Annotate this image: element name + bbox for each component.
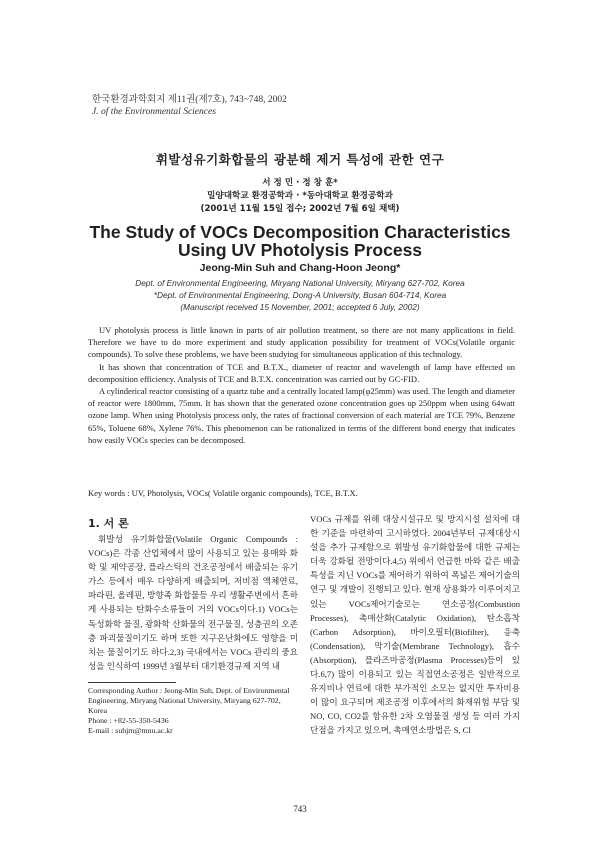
footnote-rule: [88, 682, 176, 683]
intro-right-column: [310, 512, 520, 738]
intro-right-paragraph: VOCs 규제를 위해 대상시설규모 및 방지시설 설치에 대한 기준을 마련하여 고시하였다. 2004년부터 규제대상시설을 추가 규제함으로 휘발성 유기화합물에 대한 규제는 더욱 강화될 전망이다.4,5) 위에서 언급한 바와 같은 배출특성을 지닌 VOCs를 제어하기 위하여 폭넓은 제어기술의 연구 및 개발이 진행되고 있다. 현재 상용화가 이루어지고 있는 VOCs제어기술로는 연소공정(Combustion Processes), 촉매산화(Catalytic Oxidation), 탄소흡착(Carbon Adsorption), 바이오필터(Biofilter), 응축(Condensation), 막기술(Membrane Technology), 흡수(Absorption), 플라즈마공정(Plasma Processes)등이 있다.6,7) 많이 이용되고 있는 직접연소공정은 일반적으로 유지비나 연료에 대한 부가적인 소모는 없지만 투자비용이 많이 요구되며 제조공정 이후에서의 화재위험 부담 및 NO, CO, CO2를 함유한 2차 오염물질 생성 등 여러 가지 단점을 가지고 있으며, 촉매연소방법은 S, Cl: [310, 514, 520, 736]
keywords: Key words : UV, Photolysis, VOCs( Volatile organic compounds), TCE, B.T.X.: [88, 488, 358, 498]
page-number: 743: [293, 804, 307, 814]
abstract-paragraph-3: A cylinderical reactor consisting of a quartz tube and a centrally located lamp(φ25mm) was used. The length and diameter of reactor were 1800mm, 75mm. It has shown that the generated ozone concentration goes up 250ppm when using 64watt ozone lamp. When using Photolysis process only, the rates of fractional conversion of each material are TCE 79%, Benzene 65%, Toluene 68%, Xylene 76%. This phenomenon can be rationalized in terms of the different bond energy that indicates how easily VOCs species can be decomposed.: [88, 386, 515, 445]
affiliation-2: *Dept. of Environmental Engineering, Dong-A University, Busan 604-714, Korea: [153, 290, 447, 300]
english-title-line-1: The Study of VOCs Decomposition Characteristics: [89, 222, 511, 242]
abstract-paragraph-1: UV photolysis process is little known in parts of air pollution treatment, so there are not many applications in field. Therefore we have to do more experiment and study application possibility for treatment of VOCs(Volatile organic compounds). To solve these problems, we have been studying for simultaneous application of this technology.: [88, 325, 515, 360]
footnote-author: Corresponding Author : Jeong-Min Suh, Dept. of Environmental Engineering, Miryang National University, Miryang 627-702, Korea: [88, 686, 290, 715]
manuscript-dates: (Manuscript received 15 November, 2001; accepted 6 July, 2002): [180, 302, 420, 312]
korean-title: 휘발성유기화합물의 광분해 제거 특성에 관한 연구: [155, 152, 445, 167]
affiliation-1: Dept. of Environmental Engineering, Miryang National University, Miryang 627-702, Korea: [135, 278, 465, 288]
journal-citation: 한국환경과학회지 제11권(제7호), 743~748, 2002: [92, 95, 287, 105]
korean-authors: 서 정 민 · 정 창 훈*: [262, 178, 338, 188]
english-authors: Jeong-Min Suh and Chang-Hoon Jeong*: [199, 262, 401, 274]
footnote-phone: Phone : +82-55-350-5436: [88, 716, 169, 725]
section-heading-introduction: 1. 서 론: [88, 517, 129, 530]
english-title-line-2: Using UV Photolysis Process: [177, 240, 423, 260]
korean-dates: (2001년 11월 15일 접수; 2002년 7월 6일 채택): [200, 204, 400, 214]
intro-left-column: [88, 532, 298, 673]
corresponding-author-footnote: [88, 686, 300, 736]
journal-name: J. of the Environmental Sciences: [92, 107, 216, 117]
abstract: [88, 324, 515, 446]
abstract-paragraph-2: It has shown that concentration of TCE and B.T.X., diameter of reactor and wavelength of lamp have effected on decomposition efficiency. Analysis of TCE and B.T.X. concentration was carried out by GC-FID.: [88, 361, 515, 384]
korean-affiliation: 밀양대학교 환경공학과 · *동아대학교 환경공학과: [207, 191, 393, 201]
footnote-email: E-mail : suhjm@mnu.ac.kr: [88, 726, 173, 735]
intro-left-paragraph: 휘발성 유기화합물(Volatile Organic Compounds : VOCs)은 각종 산업체에서 많이 사용되고 있는 용매와 화학 및 제약공장, 플라스틱의 건조공정에서 배출되는 유기가스 등에서 매우 다양하게 배출되며, 저비점 액체연료, 파라핀, 올레핀, 방향족 화합물등 우리 생활주변에서 흔하게 사용되는 탄화수소류들이 거의 VOCs이다.1) VOCs는 독성화학 물질, 광화학 산화물의 전구물질, 성층권의 오존층 파괴물질이기도 하며 또한 지구온난화에도 영향을 미치는 물질이기도 하다.2,3) 국내에서는 VOCs 관리의 중요성을 인식하여 1999년 3월부터 대기환경규제 지역 내: [88, 534, 298, 671]
